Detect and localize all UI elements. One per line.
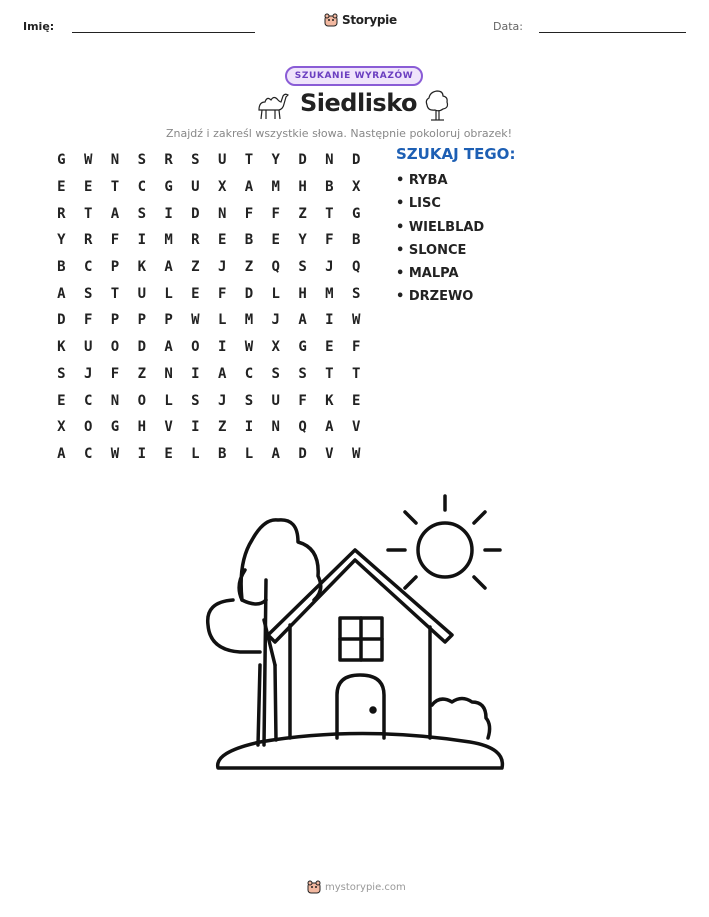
grid-letter: I bbox=[244, 419, 254, 436]
grid-letter: G bbox=[351, 205, 361, 222]
door bbox=[337, 675, 384, 738]
grid-letter: R bbox=[191, 232, 200, 249]
grid-letter: W bbox=[351, 445, 361, 462]
grid-letter: E bbox=[191, 285, 200, 302]
grid-letter: M bbox=[271, 179, 280, 196]
grid-letter: T bbox=[83, 205, 93, 222]
grid-letter: A bbox=[164, 339, 173, 356]
grid-letter: O bbox=[191, 339, 200, 356]
grid-letter: B bbox=[57, 259, 66, 276]
grid-letter: C bbox=[83, 392, 93, 409]
grid-letter: V bbox=[325, 445, 334, 462]
grid-letter: D bbox=[244, 285, 254, 302]
grid-letter: B bbox=[244, 232, 254, 249]
grid-letter: T bbox=[244, 152, 254, 169]
word-item: • DRZEWO bbox=[396, 289, 474, 305]
grid-letter: N bbox=[217, 205, 227, 222]
grid-letter: M bbox=[325, 285, 334, 302]
grid-letter: F bbox=[325, 232, 334, 249]
grid-letter: F bbox=[217, 285, 227, 302]
grid-letter: Z bbox=[191, 259, 200, 276]
grid-letter: R bbox=[164, 152, 173, 169]
grid-letter: K bbox=[325, 392, 334, 409]
grid-letter: Z bbox=[298, 205, 307, 222]
tree-icon bbox=[424, 89, 450, 121]
grid-letter: J bbox=[217, 392, 227, 409]
grid-letter: R bbox=[57, 205, 66, 222]
word-search-grid bbox=[48, 147, 370, 467]
grid-letter: I bbox=[191, 419, 200, 436]
grid-letter: P bbox=[164, 312, 173, 329]
grid-letter: N bbox=[164, 365, 173, 382]
grid-letter: E bbox=[57, 179, 66, 196]
grid-letter: E bbox=[351, 392, 361, 409]
grid-letter: U bbox=[271, 392, 280, 409]
grid-letter: S bbox=[244, 392, 254, 409]
ground-hill bbox=[218, 734, 503, 769]
grid-letter: T bbox=[110, 285, 120, 302]
grid-letter: S bbox=[271, 365, 280, 382]
grid-letter: X bbox=[217, 179, 227, 196]
grid-letter: J bbox=[271, 312, 280, 329]
page-title: Siedlisko bbox=[300, 89, 418, 117]
grid-letter: H bbox=[298, 285, 307, 302]
grid-letter: A bbox=[164, 259, 173, 276]
grid-letter: O bbox=[137, 392, 146, 409]
grid-letter: E bbox=[325, 339, 334, 356]
word-item: • RYBA bbox=[396, 173, 448, 188]
house-tree-sun-illustration bbox=[200, 490, 510, 780]
grid-letter: Z bbox=[244, 259, 254, 276]
grid-letter: N bbox=[325, 152, 334, 169]
grid-letter: B bbox=[325, 179, 334, 196]
footer bbox=[307, 880, 406, 894]
activity-badge: SZUKANIE WYRAZÓW bbox=[285, 66, 423, 86]
grid-letter: M bbox=[244, 312, 254, 329]
grid-letter: F bbox=[298, 392, 307, 409]
grid-letter: J bbox=[217, 259, 227, 276]
grid-letter: F bbox=[110, 232, 120, 249]
grid-letter: S bbox=[351, 285, 361, 302]
grid-letter: Y bbox=[57, 232, 66, 249]
grid-letter: I bbox=[164, 205, 173, 222]
grid-letter: U bbox=[83, 339, 93, 356]
grid-letter: A bbox=[298, 312, 307, 329]
grid-letter: H bbox=[137, 419, 146, 436]
date-label: Data: bbox=[493, 20, 523, 33]
name-line bbox=[72, 32, 255, 33]
grid-letter: K bbox=[137, 259, 146, 276]
word-item: • WIELBLAD bbox=[396, 219, 485, 235]
grid-letter: A bbox=[57, 285, 66, 302]
grid-letter: N bbox=[110, 392, 120, 409]
grid-letter: W bbox=[244, 339, 254, 356]
name-label: Imię: bbox=[23, 20, 55, 33]
grid-letter: H bbox=[298, 179, 307, 196]
grid-letter: Q bbox=[298, 419, 307, 436]
sun-icon bbox=[418, 523, 472, 577]
grid-letter: B bbox=[351, 232, 361, 249]
grid-letter: L bbox=[164, 285, 173, 302]
grid-letter: W bbox=[351, 312, 361, 329]
grid-letter: F bbox=[271, 205, 280, 222]
grid-letter: E bbox=[83, 179, 93, 196]
grid-letter: U bbox=[191, 179, 200, 196]
storypie-logo-icon bbox=[307, 880, 321, 894]
grid-letter: P bbox=[110, 259, 120, 276]
grid-letter: N bbox=[110, 152, 120, 169]
grid-letter: A bbox=[110, 205, 120, 222]
grid-letter: D bbox=[298, 445, 307, 462]
grid-letter: L bbox=[244, 445, 254, 462]
grid-letter: S bbox=[298, 259, 307, 276]
grid-letter: E bbox=[164, 445, 173, 462]
grid-letter: S bbox=[191, 152, 200, 169]
grid-letter: G bbox=[298, 339, 307, 356]
grid-letter: Y bbox=[271, 152, 280, 169]
word-list-title: SZUKAJ TEGO: bbox=[396, 145, 516, 163]
word-list bbox=[396, 172, 484, 312]
grid-letter: X bbox=[271, 339, 280, 356]
grid-letter: U bbox=[217, 152, 227, 169]
grid-letter: C bbox=[83, 445, 93, 462]
grid-letter: P bbox=[137, 312, 146, 329]
grid-letter: F bbox=[351, 339, 361, 356]
grid-letter: Q bbox=[351, 259, 361, 276]
grid-letter: G bbox=[110, 419, 120, 436]
grid-letter: D bbox=[137, 339, 146, 356]
grid-letter: W bbox=[110, 445, 120, 462]
grid-letter: W bbox=[83, 152, 93, 169]
grid-letter: T bbox=[110, 179, 120, 196]
grid-letter: G bbox=[57, 152, 66, 169]
word-item: • SLONCE bbox=[396, 242, 467, 258]
grid-letter: I bbox=[217, 339, 227, 356]
grid-letter: P bbox=[110, 312, 120, 329]
grid-letter: K bbox=[57, 339, 66, 356]
grid-letter: L bbox=[164, 392, 173, 409]
date-line bbox=[539, 32, 686, 33]
grid-letter: G bbox=[164, 179, 173, 196]
grid-letter: T bbox=[325, 205, 334, 222]
brand-name: Storypie bbox=[342, 13, 397, 27]
grid-letter: B bbox=[217, 445, 227, 462]
grid-letter: U bbox=[137, 285, 146, 302]
grid-letter: A bbox=[217, 365, 227, 382]
grid-letter: T bbox=[325, 365, 334, 382]
grid-letter: N bbox=[271, 419, 280, 436]
grid-letter: C bbox=[83, 259, 93, 276]
grid-letter: I bbox=[137, 232, 146, 249]
grid-letter: F bbox=[83, 312, 93, 329]
grid-letter: S bbox=[137, 205, 146, 222]
grid-letter: D bbox=[351, 152, 361, 169]
grid-letter: A bbox=[271, 445, 280, 462]
footer-url: mystorypie.com bbox=[325, 881, 406, 893]
grid-letter: R bbox=[83, 232, 93, 249]
grid-letter: X bbox=[351, 179, 361, 196]
grid-letter: T bbox=[351, 365, 361, 382]
grid-letter: E bbox=[217, 232, 227, 249]
grid-letter: F bbox=[110, 365, 120, 382]
grid-letter: O bbox=[83, 419, 93, 436]
bush bbox=[432, 699, 490, 739]
grid-letter: D bbox=[191, 205, 200, 222]
grid-letter: J bbox=[83, 365, 93, 382]
grid-letter: V bbox=[351, 419, 361, 436]
grid-letter: Y bbox=[298, 232, 307, 249]
grid-letter: E bbox=[57, 392, 66, 409]
grid-letter: Z bbox=[137, 365, 146, 382]
grid-letter: I bbox=[325, 312, 334, 329]
grid-letter: Z bbox=[217, 419, 227, 436]
grid-letter: S bbox=[57, 365, 66, 382]
word-item: • MALPA bbox=[396, 266, 459, 282]
grid-letter: L bbox=[271, 285, 280, 302]
word-item: • LISC bbox=[396, 196, 441, 212]
grid-letter: X bbox=[57, 419, 66, 436]
grid-letter: F bbox=[244, 205, 254, 222]
grid-letter: E bbox=[271, 232, 280, 249]
grid-letter: A bbox=[325, 419, 334, 436]
grid-letter: S bbox=[137, 152, 146, 169]
grid-letter: L bbox=[191, 445, 200, 462]
grid-letter: J bbox=[325, 259, 334, 276]
grid-letter: W bbox=[191, 312, 200, 329]
grid-letter: L bbox=[217, 312, 227, 329]
grid-letter: S bbox=[191, 392, 200, 409]
grid-letter: D bbox=[298, 152, 307, 169]
brand-logo bbox=[324, 13, 397, 27]
grid-letter: V bbox=[164, 419, 173, 436]
grid-letter: A bbox=[57, 445, 66, 462]
camel-icon bbox=[255, 90, 291, 120]
grid-letter: O bbox=[110, 339, 120, 356]
grid-letter: I bbox=[137, 445, 146, 462]
grid-letter: C bbox=[137, 179, 146, 196]
instructions: Znajdź i zakreśl wszystkie słowa. Następnie pokoloruj obrazek! bbox=[166, 127, 512, 140]
grid-letter: A bbox=[244, 179, 254, 196]
grid-letter: S bbox=[298, 365, 307, 382]
grid-letter: S bbox=[83, 285, 93, 302]
grid-letter: I bbox=[191, 365, 200, 382]
grid-letter: Q bbox=[271, 259, 280, 276]
storypie-logo-icon bbox=[324, 13, 338, 27]
grid-letter: C bbox=[244, 365, 254, 382]
grid-letter: D bbox=[57, 312, 66, 329]
grid-letter: M bbox=[164, 232, 173, 249]
